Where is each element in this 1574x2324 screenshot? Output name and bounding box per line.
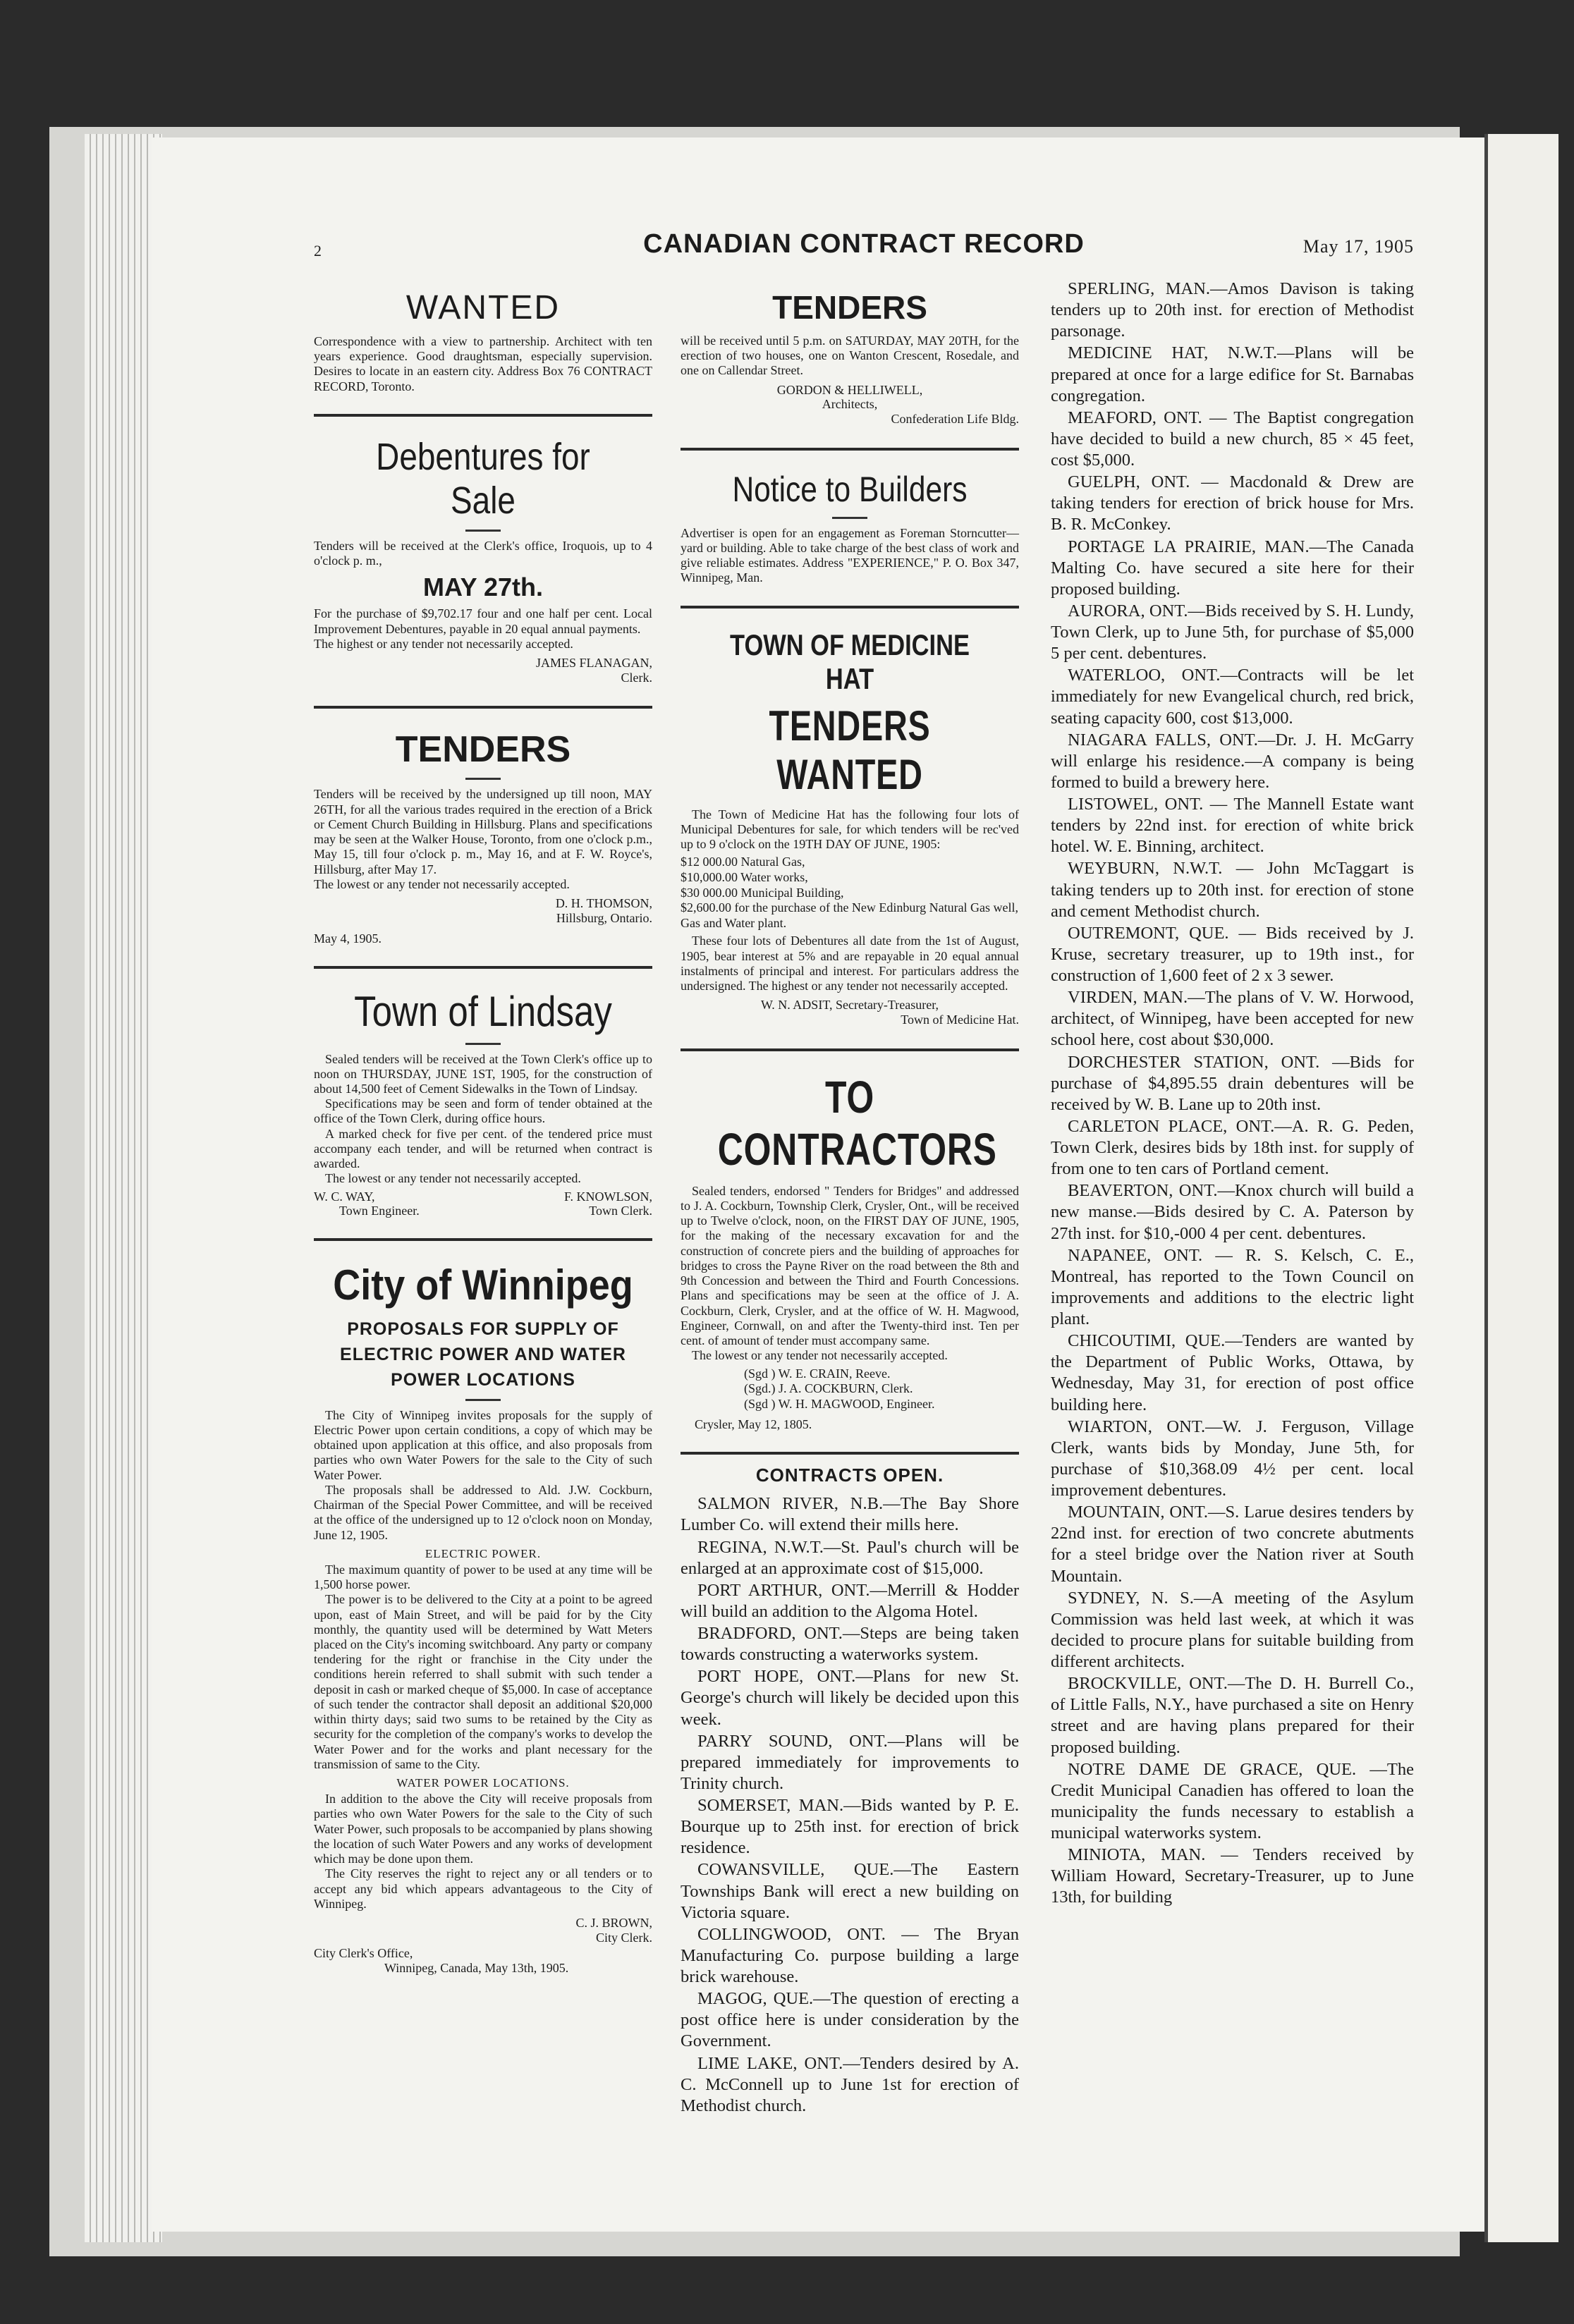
ad-note: The highest or any tender not necessarily accepted. (314, 636, 573, 651)
contract-item: PORT ARTHUR, ONT.—Merrill & Hodder will build an addition to the Algoma Hotel. (681, 1580, 1019, 1621)
short-rule (832, 517, 867, 519)
contracts-open (681, 1464, 1019, 2117)
ad-tenders-hillsburg (314, 718, 652, 955)
column-3 (1051, 279, 1414, 1909)
contract-item: LISTOWEL, ONT. — The Mannell Estate want tenders by 22nd inst. for erection of white brick hotel. W. E. Binning, architect. (1051, 795, 1414, 857)
signature-title: City Clerk. (596, 1930, 652, 1945)
signature-line: (Sgd ) W. H. MAGWOOD, Engineer. (744, 1396, 935, 1411)
ad-heading: TO CONTRACTORS (717, 1071, 997, 1175)
contract-item: BEAVERTON, ONT.—Knox church will build a new manse.—Bids desired by C. A. Paterson by 27th inst. for $10,-000 4 per cent. debentures. (1051, 1181, 1414, 1243)
contract-item: PORTAGE LA PRAIRIE, MAN.—The Canada Malting Co. have secured a site here for their proposed building. (1051, 537, 1414, 599)
signature-line: (Sgd.) J. A. COCKBURN, Clerk. (744, 1381, 913, 1396)
office: City Clerk's Office, (314, 1946, 413, 1961)
short-rule (465, 778, 501, 780)
paragraph: Sealed tenders will be received at the Town Clerk's office up to noon on THURSDAY, JUNE 1ST, 1905, for the construction of about 14,500 feet of Cement Sidewalks in the Town of Lindsay. (314, 1051, 652, 1096)
signatures (314, 1189, 652, 1218)
ad-body: Advertiser is open for an engagement as Foreman Storncutter—yard or building. Able to take charge of the best class of work and give reliable estimates. Address "EXPERIENCE," P. O. Box 347, Winnipeg, Man. (681, 525, 1019, 585)
ad-notice-builders (681, 460, 1019, 596)
signature-line: (Sgd ) W. E. CRAIN, Reeve. (744, 1366, 891, 1381)
ad-lindsay (314, 979, 652, 1228)
contract-item: NOTRE DAME DE GRACE, QUE. —The Credit Municipal Canadien has offered to loan the municipality the funds necessary to establish a municipal waterworks system. (1051, 1759, 1414, 1842)
divider (681, 1452, 1019, 1455)
ad-intro: Tenders will be received at the Clerk's office, Iroquois, up to 4 o'clock p. m., (314, 538, 652, 568)
ad-body (314, 1052, 652, 1187)
contract-item: DORCHESTER STATION, ONT. —Bids for purchase of $4,895.55 drain debentures will be received by W. B. Lane up to 20th inst. (1051, 1052, 1414, 1114)
paragraph: The maximum quantity of power to be used at any time will be 1,500 horse power. (314, 1562, 652, 1592)
ad-body: Tenders will be received by the undersigned up till noon, MAY 26TH, for all the various trades required in the erection of a Brick or Cement Church Building in Hillsburg. Plans and specifications may be seen at the Walker House, Toronto, from one o'clock p.m., May 15, till four o'clock p. m., May 16, and at F. W. Royce's, Hillsburg, after May 17. (314, 787, 652, 876)
signature-title: Architects, (822, 397, 878, 412)
ad-note: The lowest or any tender not necessarily accepted. (314, 876, 570, 891)
ad-body (314, 1408, 652, 1543)
signature-name: W. C. WAY, (314, 1189, 375, 1204)
signature-right (564, 1189, 652, 1218)
signature-name: W. N. ADSIT, Secretary-Treasurer, (760, 998, 939, 1013)
contract-item: SPERLING, MAN.—Amos Davison is taking tenders up to 20th inst. for erection of Methodist parsonage. (1051, 279, 1414, 341)
ad-subheading: PROPOSALS FOR SUPPLY OF ELECTRIC POWER AND WATER POWER LOCATIONS (340, 1319, 626, 1390)
signature (314, 896, 652, 925)
contract-item: WEYBURN, N.W.T. — John McTaggart is taking tenders up to 20th inst. for erection of stone and cement Methodist church. (1051, 859, 1414, 921)
section-heading: WATER POWER LOCATIONS. (396, 1776, 570, 1790)
ad-heading: TENDERS (772, 289, 927, 326)
contract-item: REGINA, N.W.T.—St. Paul's church will be enlarged at an approximate cost of $15,000. (681, 1537, 1019, 1578)
paragraph: The lowest or any tender not necessarily accepted. (325, 1171, 581, 1186)
contract-item: SALMON RIVER, N.B.—The Bay Shore Lumber Co. will extend their mills here. (681, 1494, 1019, 1535)
paragraph: The Town of Medicine Hat has the following four lots of Municipal Debentures for sale, for which tenders will be rec'ved up to 9 o'clock on the 19TH DAY OF JUNE, 1905: (681, 807, 1019, 852)
ad-medicine-hat (681, 618, 1019, 1039)
ad-to-contractors (681, 1061, 1019, 1443)
divider (314, 706, 652, 709)
ad-date: MAY 27th. (422, 573, 544, 602)
signature-name: F. KNOWLSON, (563, 1189, 652, 1204)
signature-name: C. J. BROWN, (575, 1916, 652, 1930)
contract-item: WIARTON, ONT.—W. J. Ferguson, Village Clerk, wants bids by Monday, June 5th, for purchase of $10,368.09 4½ per cent. local improvement debentures. (1051, 1417, 1414, 1500)
lot-item: $30 000.00 Municipal Building, (681, 885, 844, 900)
contract-item: PARRY SOUND, ONT.—Plans will be prepared immediately for improvements to Trinity church. (681, 1731, 1019, 1793)
contract-item: AURORA, ONT.—Bids received by S. H. Lundy, Town Clerk, up to June 5th, for purchase of $5,000 5 per cent. debentures. (1051, 601, 1414, 663)
contract-item: BRADFORD, ONT.—Steps are being taken towards constructing a waterworks system. (681, 1624, 1019, 1665)
column-1 (314, 279, 652, 1986)
page-number: 2 (314, 242, 322, 259)
section-title: CONTRACTS OPEN. (755, 1464, 944, 1486)
paragraph: Sealed tenders, endorsed " Tenders for Bridges" and addressed to J. A. Cockburn, Township Clerk, Crysler, Ont., will be received up to Twelve o'clock, noon, on the FIRST DAY OF JUNE, 1905, for the making of the necessary excavation for and the construction of concrete piers and the building of approaches for bridges to cross the Payne River on the road between the 8th and 9th Concession and between the Third and Fourth Concessions. Plans and specifications may be seen at the office of J. A. Cockburn, Clerk, Crysler, and at the office of W. H. Magwood, Engineer, Cornwall, on and after the Twenty-third inst. Ten per cent. of amount of tender must accompany same. (681, 1183, 1019, 1348)
paragraph: In addition to the above the City will receive proposals from parties who own Water Powers for the sale to the City of such Water Power, such proposals to be accompanied by plans showing the location of such Water Powers and any works of development which may be done upon them. (314, 1792, 652, 1866)
dateline (314, 1946, 652, 1975)
contract-item: OUTREMONT, QUE. — Bids received by J. Kruse, secretary treasurer, up to 19th inst., for construction of 1,600 feet of 2 x 3 sewer. (1051, 923, 1414, 985)
paragraph: The City reserves the right to reject any or all tenders or to accept any bid which appears advantageous to the City of Winnipeg. (314, 1866, 652, 1911)
contract-item: COLLINGWOOD, ONT. — The Bryan Manufacturing Co. purpose building a large brick warehouse. (681, 1924, 1019, 1987)
contract-item: CARLETON PLACE, ONT.—A. R. G. Peden, Town Clerk, desires bids by 18th inst. for supply of from one to ten cars of Portland cement. (1051, 1116, 1414, 1179)
ad-heading: Notice to Builders (732, 469, 968, 509)
paragraph: The power is to be delivered to the City at a point to be agreed upon, east of Main Street, and will be paid for by the City monthly, the quantity used will be determined by Watt Meters placed on the City's incoming switchboard. Any party or company tendering for the right or franchise in the City under the conditions herein referred to shall submit with such tender a deposit in cash or marked cheque of $5,000. In case of acceptance of such tender the contractor shall deposit an additional $20,000 within thirty days; said two sums to be retained by the City as security for the completion of the company's works to develop the Water Power and for the works and plant necessary for the transmission of same to the City. (314, 1592, 652, 1771)
page-content (314, 229, 1414, 2115)
contract-item: SOMERSET, MAN.—Bids wanted by P. E. Bourque up to 25th inst. for erection of brick residence. (681, 1796, 1019, 1858)
ad-heading: TENDERS (395, 729, 571, 771)
column-2 (681, 279, 1019, 2117)
ad-intro (681, 807, 1019, 852)
short-rule (465, 530, 501, 532)
divider (314, 414, 652, 417)
ad-debentures (314, 427, 652, 697)
contract-item: COWANSVILLE, QUE.—The Eastern Townships Bank will erect a new building on Victoria square. (681, 1860, 1019, 1922)
signatures (681, 1366, 1019, 1412)
signature-left (314, 1189, 420, 1218)
debenture-lots (681, 855, 1019, 931)
contract-item: PORT HOPE, ONT.—Plans for new St. George's church will likely be decided upon this week. (681, 1667, 1019, 1729)
divider (681, 606, 1019, 608)
contract-item: MINIOTA, MAN. — Tenders received by William Howard, Secretary-Treasurer, up to June 13th, for building (1051, 1845, 1414, 1907)
date-place: Winnipeg, Canada, May 13th, 1905. (384, 1961, 569, 1976)
paragraph: These four lots of Debentures all date from the 1st of August, 1905, bear interest at 5% and are repayable in 20 equal annual instalments of principal and interest. For particulars address the undersigned. The highest or any tender not necessarily accepted. (681, 934, 1019, 993)
dateline: May 4, 1905. (314, 931, 382, 946)
contract-item: MEAFORD, ONT. — The Baptist congregation have decided to build a new church, 85 × 45 feet, cost $5,000. (1051, 408, 1414, 470)
paragraph: The proposals shall be addressed to Ald. J.W. Cockburn, Chairman of the Special Power Committee, and will be received at the office of the undersigned up to 12 o'clock noon on Monday, June 12, 1905. (314, 1482, 652, 1542)
page-header (314, 229, 1414, 271)
contract-item: VIRDEN, MAN.—The plans of V. W. Horwood, architect, of Winnipeg, have been accepted for new school here, cost about $30,000. (1051, 988, 1414, 1050)
short-rule (465, 1399, 501, 1401)
paragraph: The lowest or any tender not necessarily accepted. (692, 1348, 948, 1363)
ad-body: For the purchase of $9,702.17 four and one half per cent. Local Improvement Debentures, payable in 20 equal annual payments. (314, 606, 652, 636)
contract-item: SYDNEY, N. S.—A meeting of the Asylum Commission was held last week, at which it was decided to procure plans for suitable building from different architects. (1051, 1588, 1414, 1671)
facing-page-edge (1484, 134, 1558, 2242)
contract-item: BROCKVILLE, ONT.—The D. H. Burrell Co., of Little Falls, N.Y., have purchased a site on Henry street and are having plans prepared for their proposed building. (1051, 1674, 1414, 1757)
ad-body (681, 1184, 1019, 1364)
ad-wanted (314, 279, 652, 404)
signature-place: Hillsburg, Ontario. (556, 910, 652, 925)
ad-body (314, 1792, 652, 1912)
ad-tenders-toronto (681, 279, 1019, 438)
signature-place: Town of Medicine Hat. (901, 1013, 1019, 1027)
divider (314, 1238, 652, 1241)
dateline: Crysler, May 12, 1805. (695, 1417, 812, 1432)
contract-item: NAPANEE, ONT. — R. S. Kelsch, C. E., Montreal, has reported to the Town Council on improvements and additions to the electric light plant. (1051, 1245, 1414, 1328)
publication-title: CANADIAN CONTRACT RECORD (643, 229, 1085, 259)
lot-item: $10,000.00 Water works, (681, 870, 808, 884)
ad-heading: Debentures for Sale (376, 435, 590, 522)
short-rule (465, 1043, 501, 1045)
issue-date: May 17, 1905 (1302, 236, 1414, 257)
ad-heading: City of Winnipeg (333, 1261, 633, 1309)
lot-item: $2,600.00 for the purchase of the New Edinburg Natural Gas well, Gas and Water plant. (681, 900, 1019, 930)
ad-body: will be received until 5 p.m. on SATURDAY, MAY 20TH, for the erection of two houses, one on Wanton Crescent, Rosedale, and one on Callendar Street. (681, 334, 1019, 378)
ad-body (314, 1562, 652, 1772)
divider (314, 966, 652, 969)
contract-item: LIME LAKE, ONT.—Tenders desired by A. C. McConnell up to June 1st for erection of Methodist church. (681, 2053, 1019, 2115)
section-heading: ELECTRIC POWER. (425, 1546, 542, 1560)
paragraph: Specifications may be seen and form of tender obtained at the office of the Town Clerk, during office hours. (314, 1096, 652, 1126)
signature-title: Clerk. (621, 670, 652, 685)
contract-item: GUELPH, ONT. — Macdonald & Drew are taking tenders for erection of brick house for Mrs. B. R. McConkey. (1051, 472, 1414, 534)
contract-item: MEDICINE HAT, N.W.T.—Plans will be prepared at once for a large edifice for St. Barnabas congregation. (1051, 343, 1414, 405)
contract-item: CHICOUTIMI, QUE.—Tenders are wanted by the Department of Public Works, Ottawa, by Wednesday, May 31, for erection of post office building here. (1051, 1331, 1414, 1414)
paragraph: The City of Winnipeg invites proposals for the supply of Electric Power upon certain conditions, a copy of which may be obtained upon application at this office, and also proposals from parties who own Water Powers for the sale to the City of such Water Power. (314, 1407, 652, 1482)
signature (314, 656, 652, 685)
signature (681, 383, 1019, 427)
signature (314, 1916, 652, 1945)
ad-winnipeg (314, 1251, 652, 1986)
ad-heading: Town of Lindsay (354, 987, 612, 1035)
contract-item: MAGOG, QUE.—The question of erecting a post office here is under consideration by the Government. (681, 1989, 1019, 2051)
signature-title: Town Clerk. (589, 1204, 652, 1218)
ad-heading: WANTED (405, 289, 561, 326)
ad-body: Correspondence with a view to partnership. Architect with ten years experience. Good draughtsman, especially supervision. Desires to locate in an eastern city. Address Box 76 CONTRACT RECORD, Toronto. (314, 334, 652, 393)
newspaper-page (152, 137, 1484, 2232)
contract-item: WATERLOO, ONT.—Contracts will be let immediately for new Evangelical church, red brick, seating capacity 600, cost $13,000. (1051, 666, 1414, 728)
signature-title: Town Engineer. (339, 1204, 420, 1218)
ad-heading: TOWN OF MEDICINE HAT (730, 628, 970, 695)
signature (681, 998, 1019, 1027)
paragraph: A marked check for five per cent. of the tendered price must accompany each tender, and will be returned when contract is awarded. (314, 1126, 652, 1171)
contract-item: MOUNTAIN, ONT.—S. Larue desires tenders by 22nd inst. for erection of two concrete abutments for a steel bridge over the Nation river at South Mountain. (1051, 1503, 1414, 1586)
signature-name: JAMES FLANAGAN, (535, 656, 652, 671)
signature-place: Confederation Life Bldg. (891, 412, 1019, 427)
signature-name: D. H. THOMSON, (555, 896, 652, 911)
signature-name: GORDON & HELLIWELL, (776, 382, 923, 397)
lot-item: $12 000.00 Natural Gas, (681, 855, 805, 869)
page-edges (85, 134, 162, 2242)
divider (681, 1048, 1019, 1051)
divider (681, 448, 1019, 451)
ad-body (681, 934, 1019, 993)
contract-item: NIAGARA FALLS, ONT.—Dr. J. H. McGarry will enlarge his residence.—A company is being formed to build a brewery here. (1051, 730, 1414, 792)
ad-heading-2: TENDERS WANTED (769, 702, 931, 798)
